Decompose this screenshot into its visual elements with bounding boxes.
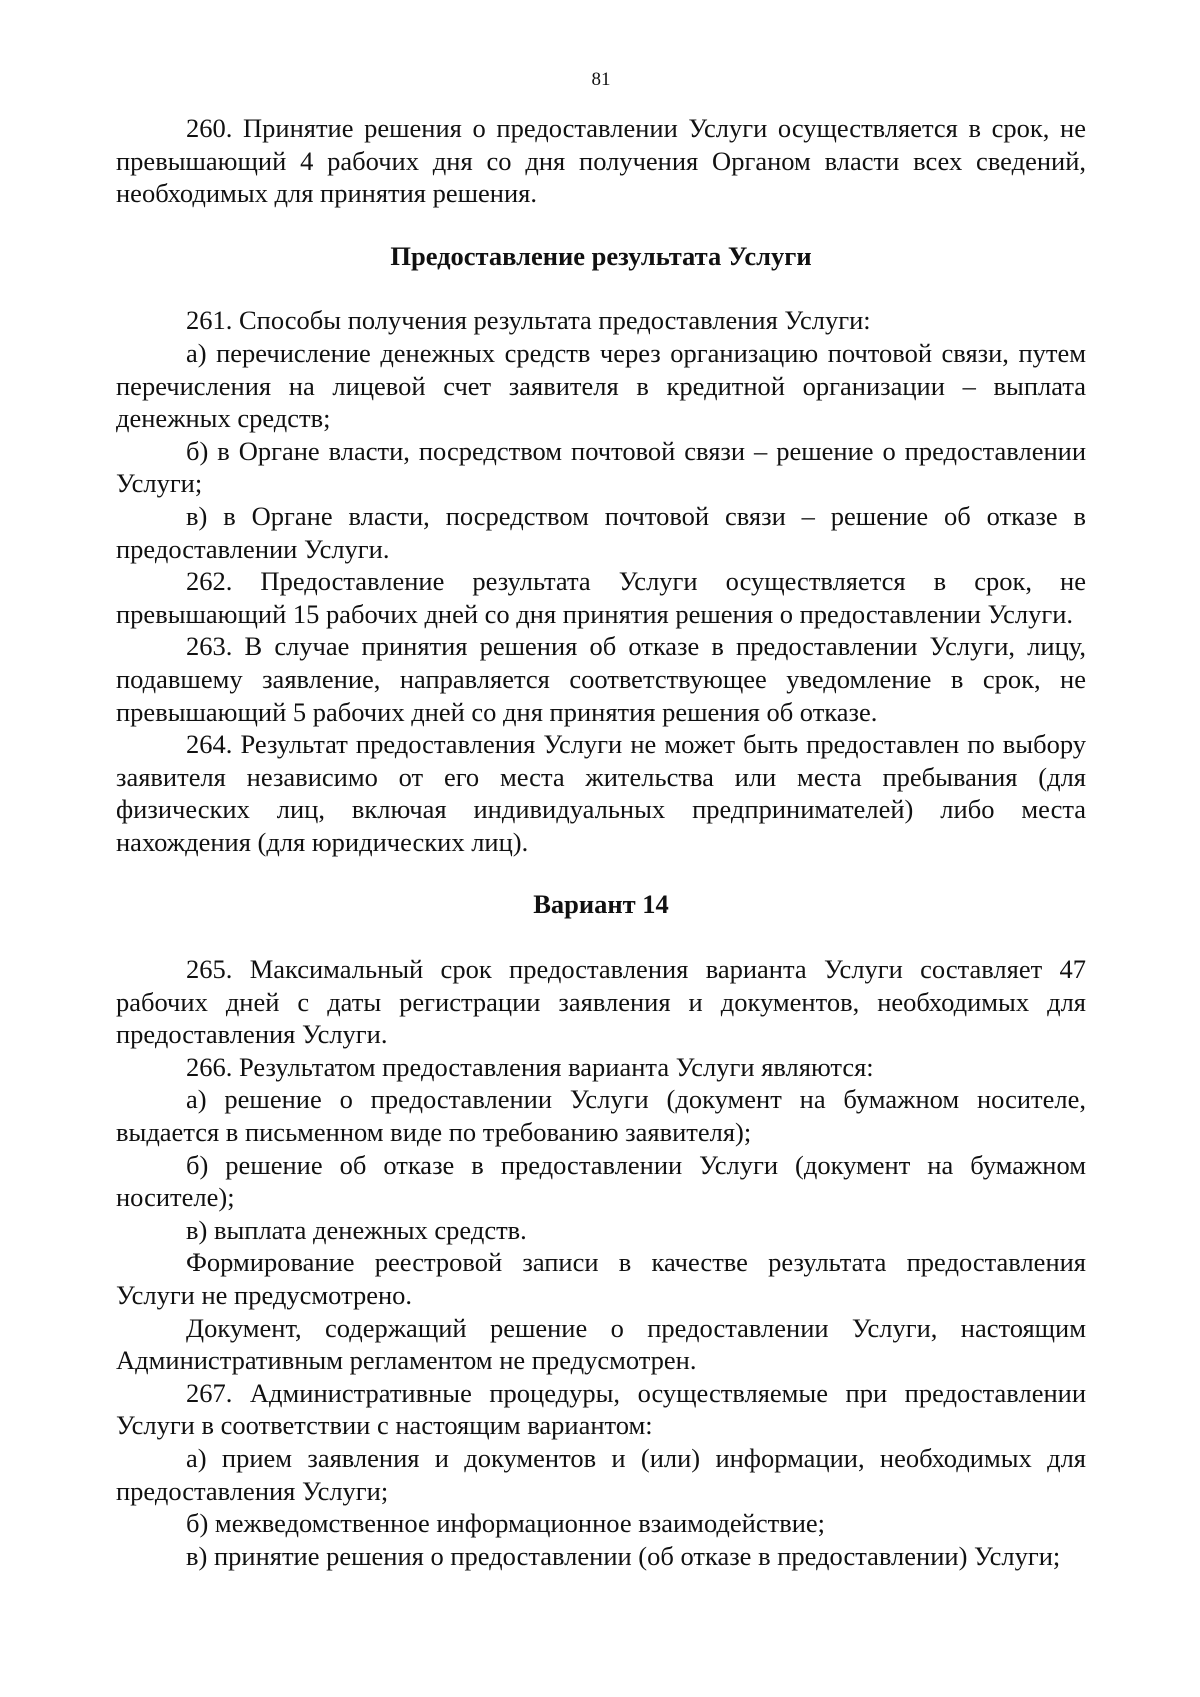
paragraph-264: 264. Результат предоставления Услуги не может быть предоставлен по выбору заявителя независимо от его места жительства или места пребывания (для физических лиц, включая индивидуальных предпринимателей) либо места нахождения (для юридических лиц). xyxy=(116,729,1086,857)
paragraph-267-a: а) прием заявления и документов и (или) информации, необходимых для предоставления Услуги; xyxy=(116,1442,1086,1506)
paragraph-267: 267. Административные процедуры, осуществляемые при предоставлении Услуги в соответствии с настоящим вариантом: xyxy=(116,1377,1086,1441)
paragraph-262: 262. Предоставление результата Услуги осуществляется в срок, не превышающий 15 рабочих дней со дня принятия решения о предоставлении Услуги. xyxy=(116,566,1086,629)
paragraph-266-b: б) решение об отказе в предоставлении Услуги (документ на бумажном носителе); xyxy=(116,1149,1086,1213)
paragraph-267-c: в) принятие решения о предоставлении (об отказе в предоставлении) Услуги; xyxy=(186,1540,1061,1571)
paragraph-registry-record: Формирование реестровой записи в качестве результата предоставления Услуги не предусмотрено. xyxy=(116,1247,1086,1310)
paragraph-261-b: б) в Органе власти, посредством почтовой связи – решение о предоставлении Услуги; xyxy=(116,435,1086,499)
section-heading-result-provision: Предоставление результата Услуги xyxy=(390,240,812,271)
paragraph-260: 260. Принятие решения о предоставлении Услуги осуществляется в срок, не превышающий 4 рабочих дня со дня получения Органом власти всех сведений, необходимых для принятия решения. xyxy=(116,113,1086,209)
section-heading-variant: Вариант 14 xyxy=(533,889,669,920)
paragraph-265: 265. Максимальный срок предоставления варианта Услуги составляет 47 рабочих дней с даты регистрации заявления и документов, необходимых для предоставления Услуги. xyxy=(116,954,1086,1050)
paragraph-266: 266. Результатом предоставления варианта Услуги являются: xyxy=(186,1051,874,1082)
paragraph-261-c: в) в Органе власти, посредством почтовой связи – решение об отказе в предоставлении Услуги. xyxy=(116,500,1086,564)
page-number: 81 xyxy=(591,69,611,90)
paragraph-261: 261. Способы получения результата предоставления Услуги: xyxy=(186,305,871,336)
paragraph-261-a: а) перечисление денежных средств через организацию почтовой связи, путем перечисления на лицевой счет заявителя в кредитной организации – выплата денежных средств; xyxy=(116,337,1086,434)
paragraph-266-c: в) выплата денежных средств. xyxy=(186,1214,527,1245)
document-page xyxy=(116,56,1086,1572)
paragraph-266-a: а) решение о предоставлении Услуги (документ на бумажном носителе, выдается в письменном виде по требованию заявителя); xyxy=(116,1084,1086,1148)
paragraph-263: 263. В случае принятия решения об отказе в предоставлении Услуги, лицу, подавшему заявление, направляется соответствующее уведомление в срок, не превышающий 5 рабочих дней со дня принятия решения об отказе. xyxy=(116,631,1086,727)
paragraph-decision-document: Документ, содержащий решение о предоставлении Услуги, настоящим Административным регламентом не предусмотрен. xyxy=(116,1312,1086,1376)
paragraph-267-b: б) межведомственное информационное взаимодействие; xyxy=(186,1508,826,1539)
